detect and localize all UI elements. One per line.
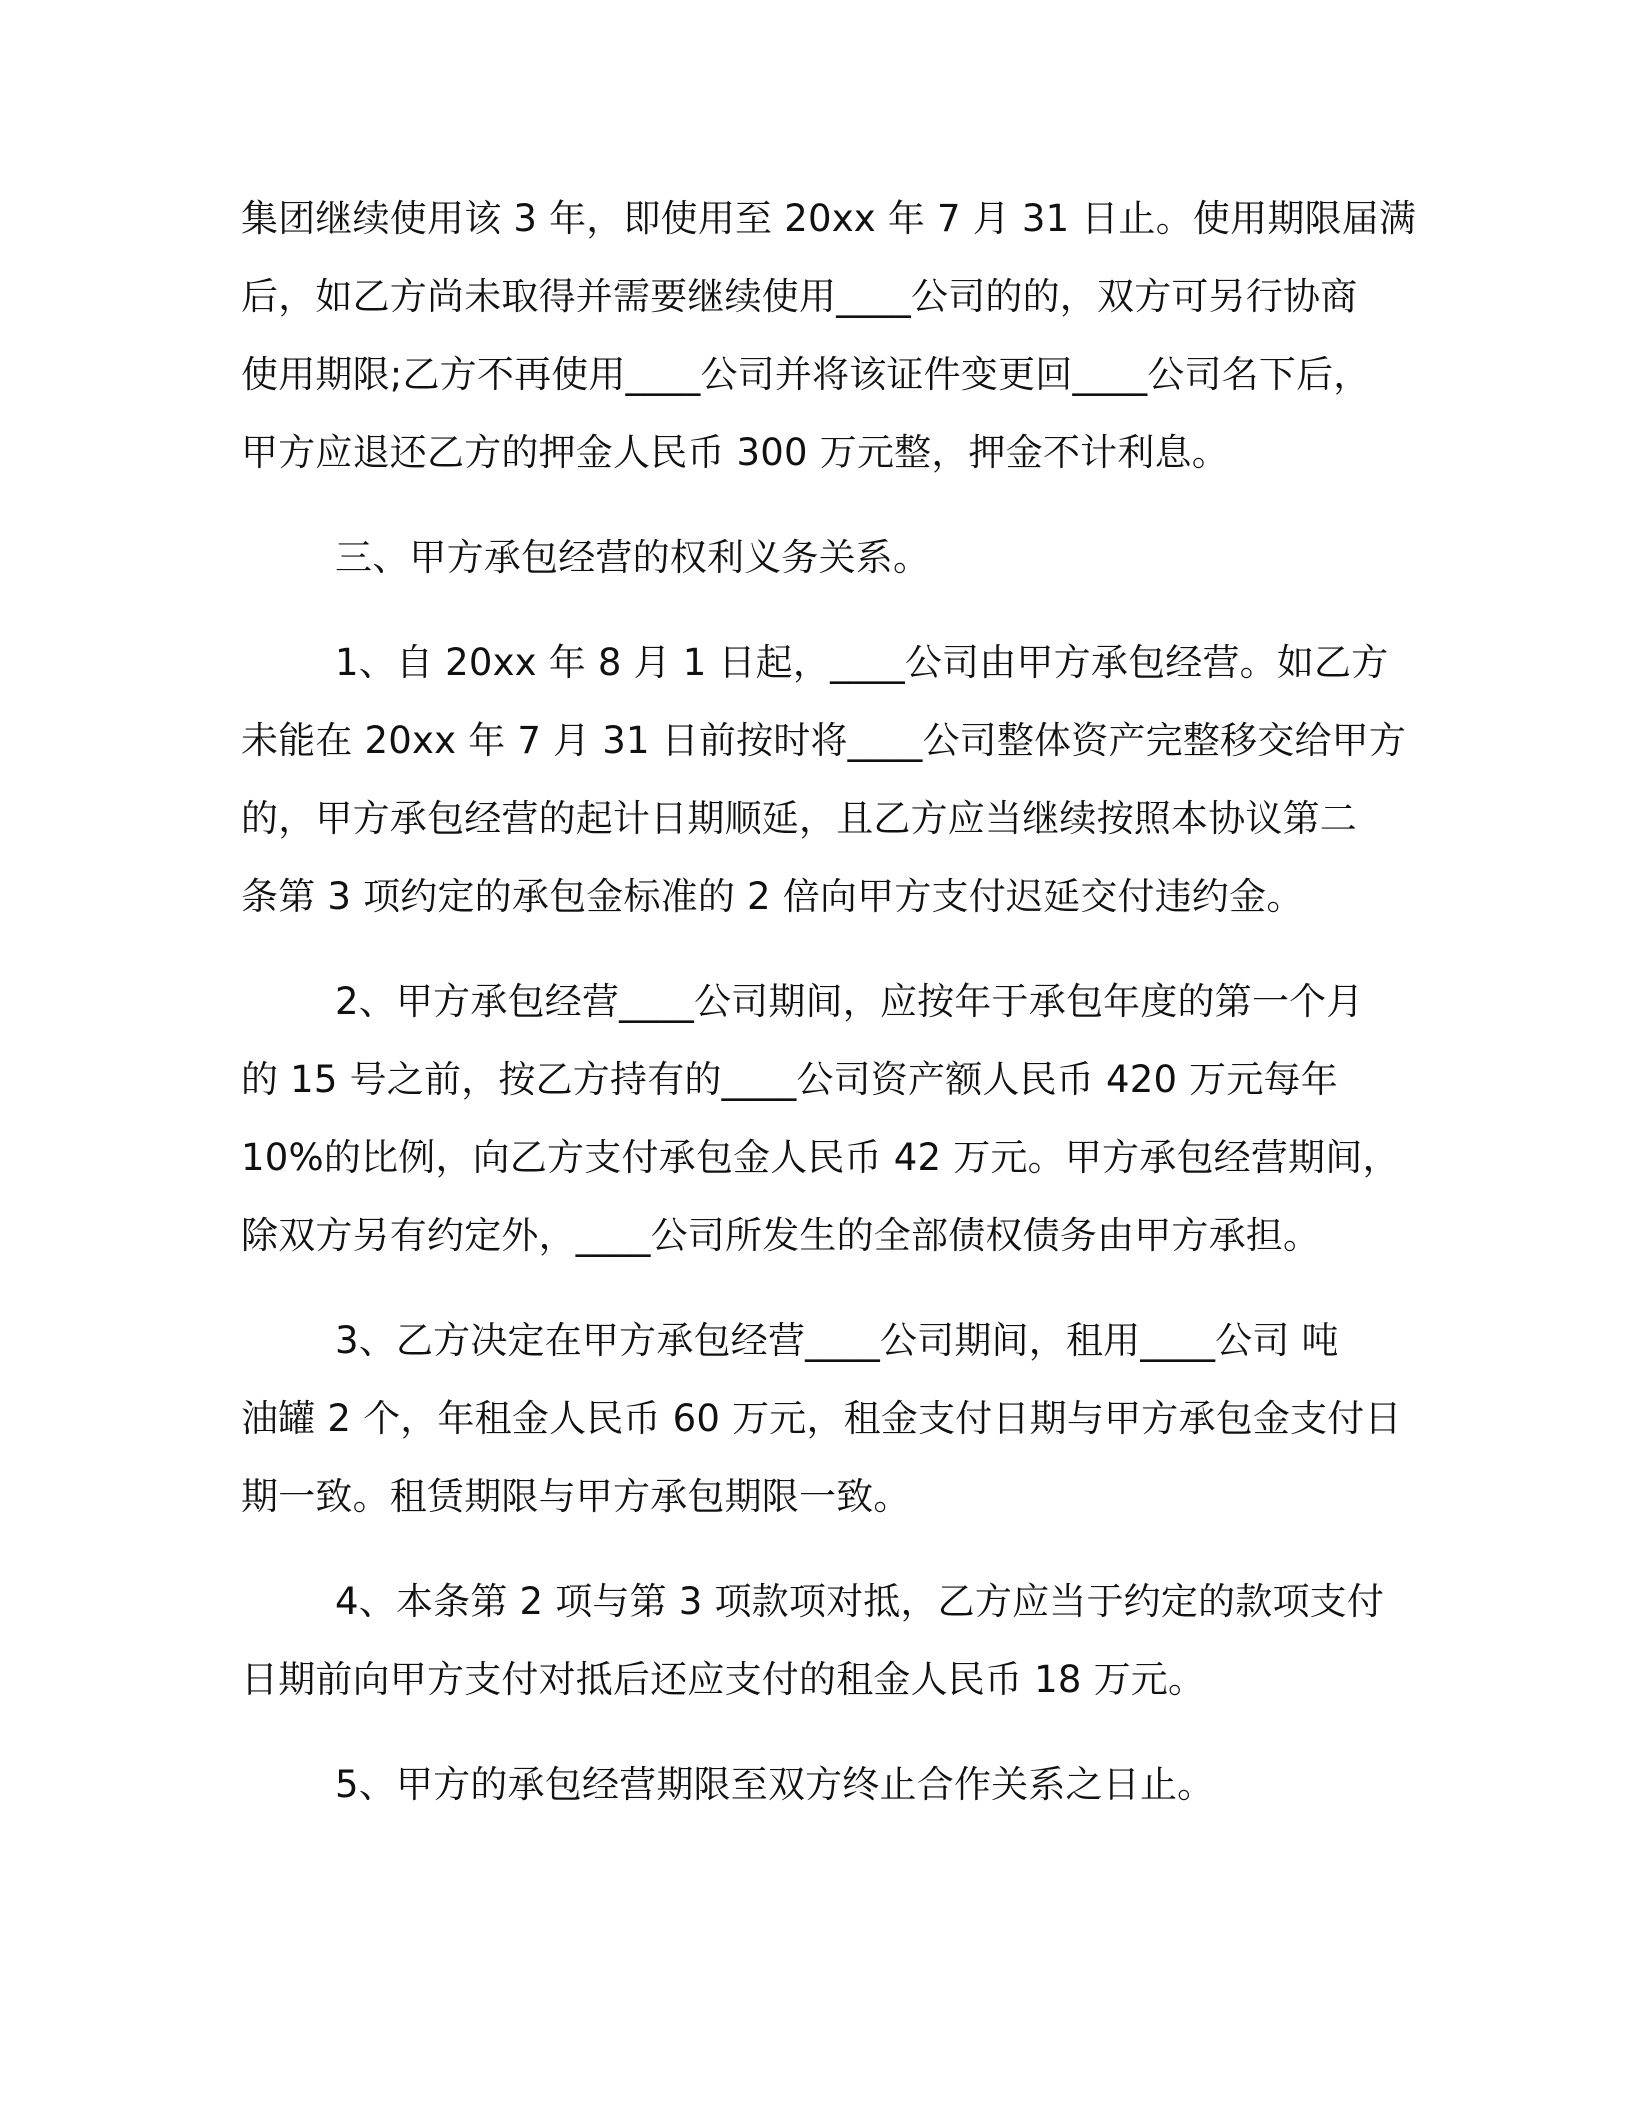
text-line: 10%的比例，向乙方支付承包金人民币 42 万元。甲方承包经营期间， xyxy=(241,1136,1400,1179)
clause-3 xyxy=(241,1308,1402,1542)
section-heading: 三、甲方承包经营的权利义务关系。 xyxy=(335,536,931,579)
paragraph-spacer xyxy=(241,942,1391,969)
clause-4 xyxy=(241,1569,1391,1725)
text-line: 条第 3 项约定的承包金标准的 2 倍向甲方支付迟延交付违约金。 xyxy=(241,875,1304,918)
paragraph-spacer xyxy=(241,603,1391,630)
text-line: 油罐 2 个，年租金人民币 60 万元，租金支付日期与甲方承包金支付日 xyxy=(241,1397,1402,1440)
clause-1 xyxy=(241,630,1407,942)
text-line: 期一致。租赁期限与甲方承包期限一致。 xyxy=(241,1475,911,1518)
text-line: 的 15 号之前，按乙方持有的____公司资产额人民币 420 万元每年 xyxy=(241,1058,1338,1101)
text-line: 2、甲方承包经营____公司期间，应按年于承包年度的第一个月 xyxy=(335,980,1364,1023)
paragraph-intro xyxy=(241,186,1417,498)
text-line: 集团继续使用该 3 年，即使用至 20xx 年 7 月 31 日止。使用期限届满 xyxy=(241,197,1417,240)
paragraph-spacer xyxy=(241,1725,1391,1752)
text-line: 的，甲方承包经营的起计日期顺延，且乙方应当继续按照本协议第二 xyxy=(241,797,1357,840)
text-line: 3、乙方决定在甲方承包经营____公司期间，租用____公司 吨 xyxy=(335,1319,1339,1362)
text-line: 日期前向甲方支付对抵后还应支付的租金人民币 18 万元。 xyxy=(241,1658,1206,1701)
text-line: 后，如乙方尚未取得并需要继续使用____公司的的，双方可另行协商 xyxy=(241,275,1358,318)
text-line: 1、自 20xx 年 8 月 1 日起，____公司由甲方承包经营。如乙方 xyxy=(335,641,1389,684)
text-line: 未能在 20xx 年 7 月 31 日前按时将____公司整体资产完整移交给甲方 xyxy=(241,719,1407,762)
text-line: 使用期限;乙方不再使用____公司并将该证件变更回____公司名下后， xyxy=(241,353,1371,396)
text-line: 除双方另有约定外，____公司所发生的全部债权债务由甲方承担。 xyxy=(241,1214,1321,1257)
paragraph-spacer xyxy=(241,1542,1391,1569)
section-three xyxy=(241,525,1391,603)
text-line: 4、本条第 2 项与第 3 项款项对抵，乙方应当于约定的款项支付 xyxy=(335,1580,1385,1623)
clause-5 xyxy=(241,1752,1391,1830)
document-body xyxy=(241,186,1417,1830)
paragraph-spacer xyxy=(241,498,1391,525)
paragraph-spacer xyxy=(241,1281,1391,1308)
clause-2 xyxy=(241,969,1400,1281)
text-line: 甲方应退还乙方的押金人民币 300 万元整，押金不计利息。 xyxy=(241,431,1229,474)
text-line: 5、甲方的承包经营期限至双方终止合作关系之日止。 xyxy=(335,1763,1215,1806)
